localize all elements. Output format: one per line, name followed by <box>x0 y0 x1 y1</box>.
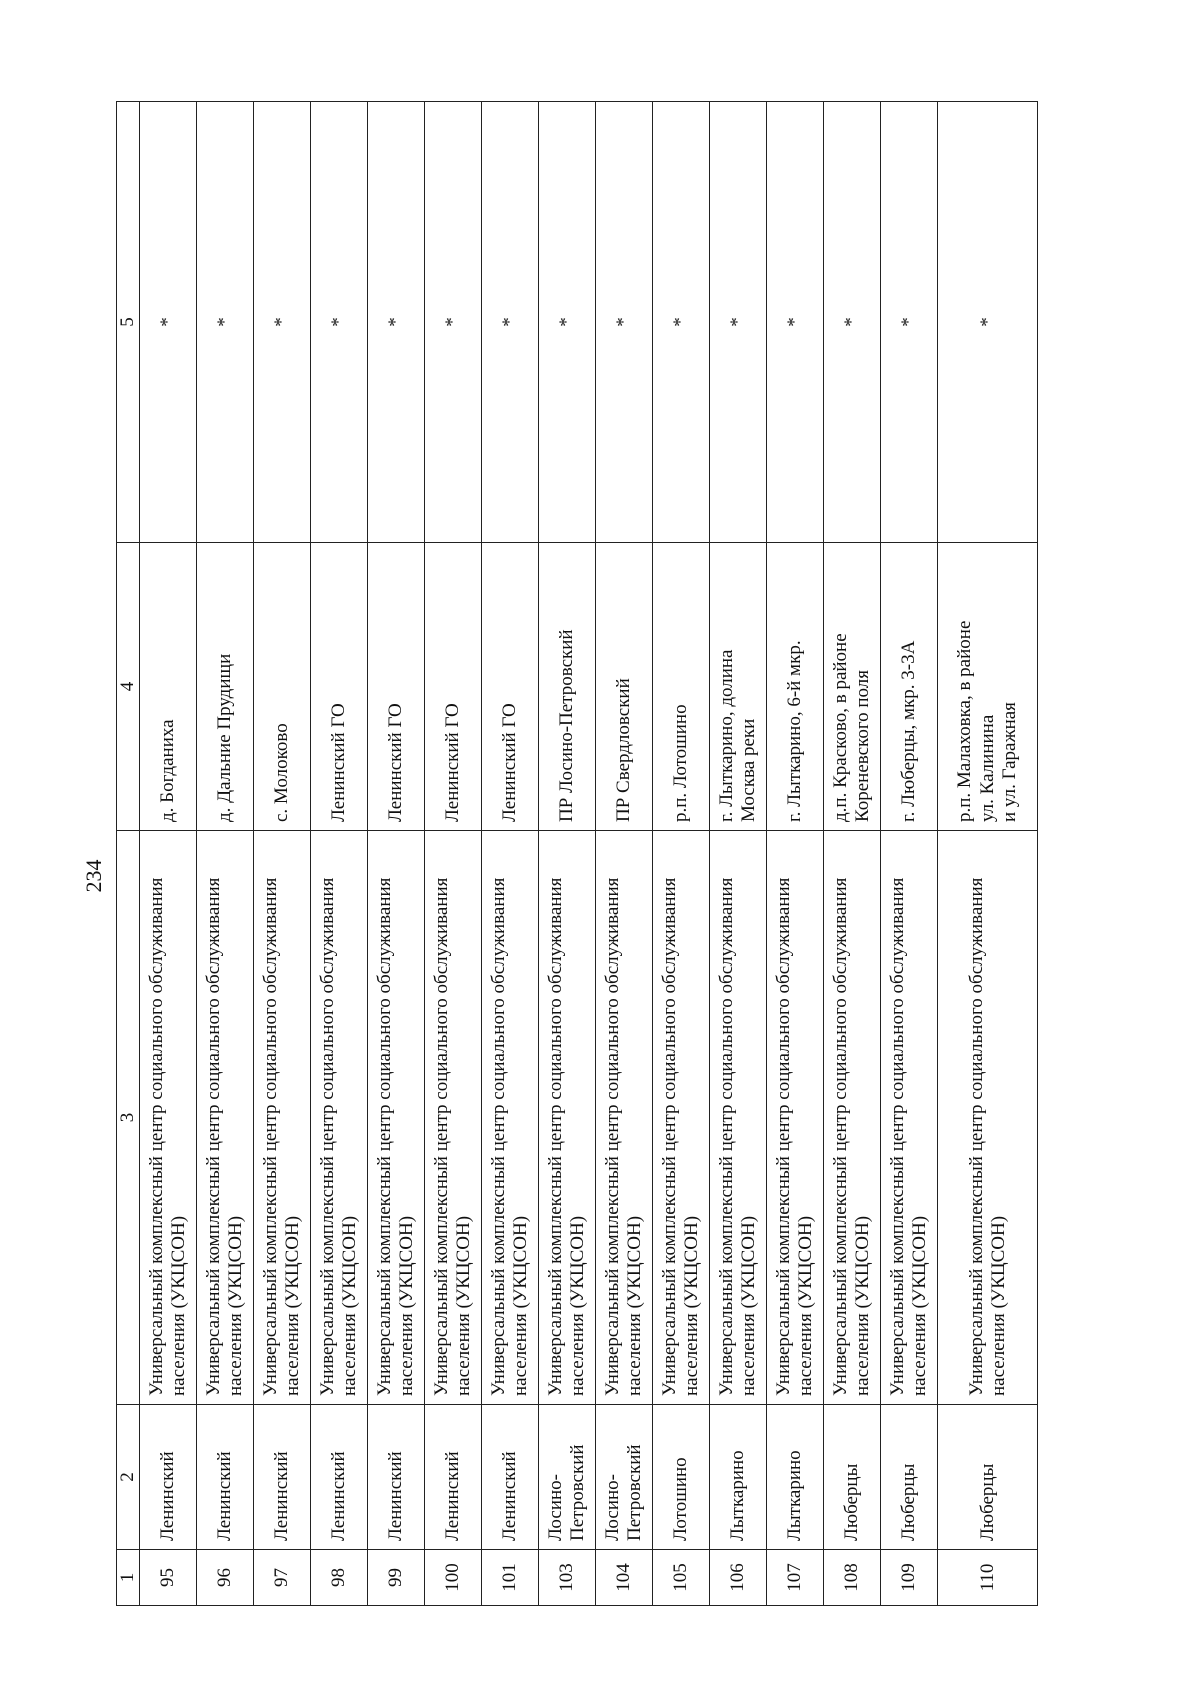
facility-name-cell: Универсальный комплексный центр социального обслуживания населения (УКЦСОН) <box>368 831 425 1405</box>
table-row <box>425 102 482 1606</box>
location-cell: Ленинский ГО <box>368 543 425 831</box>
location-cell: ПР Свердловский <box>596 543 653 831</box>
page-number: 234 <box>81 859 106 893</box>
header-col-4: 4 <box>117 543 140 831</box>
mark-cell: * <box>881 102 938 543</box>
facility-name-cell: Универсальный комплексный центр социального обслуживания населения (УКЦСОН) <box>767 831 824 1405</box>
row-number: 105 <box>653 1550 710 1606</box>
row-number: 109 <box>881 1550 938 1606</box>
facility-name-cell: Универсальный комплексный центр социального обслуживания населения (УКЦСОН) <box>824 831 881 1405</box>
table-row <box>596 102 653 1606</box>
row-number: 101 <box>482 1550 539 1606</box>
district-cell: Лыткарино <box>710 1405 767 1550</box>
location-cell: г. Лыткарино, 6-й мкр. <box>767 543 824 831</box>
location-cell: д. Богданиха <box>140 543 197 831</box>
table-row <box>482 102 539 1606</box>
facility-name-cell: Универсальный комплексный центр социального обслуживания населения (УКЦСОН) <box>710 831 767 1405</box>
row-number: 96 <box>197 1550 254 1606</box>
district-cell: Ленинский <box>197 1405 254 1550</box>
mark-cell: * <box>767 102 824 543</box>
district-cell: Ленинский <box>140 1405 197 1550</box>
mark-cell: * <box>140 102 197 543</box>
table-row <box>767 102 824 1606</box>
location-cell: р.п. Малаховка, в районе ул. Калинина и ул. Гаражная <box>938 543 1038 831</box>
rotated-table-container <box>116 102 1038 1606</box>
district-cell: Ленинский <box>368 1405 425 1550</box>
district-cell: Лосино- Петровский <box>596 1405 653 1550</box>
facility-name-cell: Универсальный комплексный центр социального обслуживания населения (УКЦСОН) <box>140 831 197 1405</box>
table-row <box>311 102 368 1606</box>
location-cell: р.п. Лотошино <box>653 543 710 831</box>
table-row <box>254 102 311 1606</box>
table-row <box>653 102 710 1606</box>
mark-cell: * <box>938 102 1038 543</box>
header-col-1: 1 <box>117 1550 140 1606</box>
district-cell: Люберцы <box>824 1405 881 1550</box>
row-number: 110 <box>938 1550 1038 1606</box>
header-row <box>117 102 140 1606</box>
mark-cell: * <box>311 102 368 543</box>
location-cell: д. Дальние Прудищи <box>197 543 254 831</box>
mark-cell: * <box>824 102 881 543</box>
table-row <box>539 102 596 1606</box>
district-cell: Ленинский <box>425 1405 482 1550</box>
facility-name-cell: Универсальный комплексный центр социального обслуживания населения (УКЦСОН) <box>653 831 710 1405</box>
row-number: 108 <box>824 1550 881 1606</box>
facility-name-cell: Универсальный комплексный центр социального обслуживания населения (УКЦСОН) <box>881 831 938 1405</box>
location-cell: г. Люберцы, мкр. 3-3А <box>881 543 938 831</box>
table-row <box>368 102 425 1606</box>
mark-cell: * <box>596 102 653 543</box>
table-row <box>938 102 1038 1606</box>
mark-cell: * <box>539 102 596 543</box>
row-number: 100 <box>425 1550 482 1606</box>
location-cell: д.п. Красково, в районе Кореневского поля <box>824 543 881 831</box>
location-cell: Ленинский ГО <box>482 543 539 831</box>
header-col-2: 2 <box>117 1405 140 1550</box>
facilities-table <box>116 101 1038 1606</box>
table-row <box>197 102 254 1606</box>
district-cell: Лосино- Петровский <box>539 1405 596 1550</box>
mark-cell: * <box>710 102 767 543</box>
row-number: 103 <box>539 1550 596 1606</box>
district-cell: Ленинский <box>254 1405 311 1550</box>
table-row <box>824 102 881 1606</box>
location-cell: с. Молоково <box>254 543 311 831</box>
header-col-5: 5 <box>117 102 140 543</box>
header-col-3: 3 <box>117 831 140 1405</box>
table-body <box>140 102 1038 1606</box>
mark-cell: * <box>653 102 710 543</box>
facility-name-cell: Универсальный комплексный центр социального обслуживания населения (УКЦСОН) <box>425 831 482 1405</box>
mark-cell: * <box>368 102 425 543</box>
mark-cell: * <box>482 102 539 543</box>
table-header <box>117 102 140 1606</box>
row-number: 104 <box>596 1550 653 1606</box>
row-number: 95 <box>140 1550 197 1606</box>
location-cell: Ленинский ГО <box>311 543 368 831</box>
district-cell: Люберцы <box>938 1405 1038 1550</box>
row-number: 98 <box>311 1550 368 1606</box>
facility-name-cell: Универсальный комплексный центр социального обслуживания населения (УКЦСОН) <box>596 831 653 1405</box>
table-row <box>881 102 938 1606</box>
mark-cell: * <box>254 102 311 543</box>
district-cell: Ленинский <box>311 1405 368 1550</box>
mark-cell: * <box>425 102 482 543</box>
row-number: 106 <box>710 1550 767 1606</box>
facility-name-cell: Универсальный комплексный центр социального обслуживания населения (УКЦСОН) <box>197 831 254 1405</box>
district-cell: Лотошино <box>653 1405 710 1550</box>
row-number: 97 <box>254 1550 311 1606</box>
facility-name-cell: Универсальный комплексный центр социального обслуживания населения (УКЦСОН) <box>539 831 596 1405</box>
facility-name-cell: Универсальный комплексный центр социального обслуживания населения (УКЦСОН) <box>482 831 539 1405</box>
district-cell: Лыткарино <box>767 1405 824 1550</box>
facility-name-cell: Универсальный комплексный центр социального обслуживания населения (УКЦСОН) <box>311 831 368 1405</box>
location-cell: г. Лыткарино, долина Москва реки <box>710 543 767 831</box>
facility-name-cell: Универсальный комплексный центр социального обслуживания населения (УКЦСОН) <box>938 831 1038 1405</box>
location-cell: Ленинский ГО <box>425 543 482 831</box>
row-number: 107 <box>767 1550 824 1606</box>
district-cell: Ленинский <box>482 1405 539 1550</box>
row-number: 99 <box>368 1550 425 1606</box>
table-row <box>710 102 767 1606</box>
table-row <box>140 102 197 1606</box>
facility-name-cell: Универсальный комплексный центр социального обслуживания населения (УКЦСОН) <box>254 831 311 1405</box>
mark-cell: * <box>197 102 254 543</box>
district-cell: Люберцы <box>881 1405 938 1550</box>
location-cell: ПР Лосино-Петровский <box>539 543 596 831</box>
